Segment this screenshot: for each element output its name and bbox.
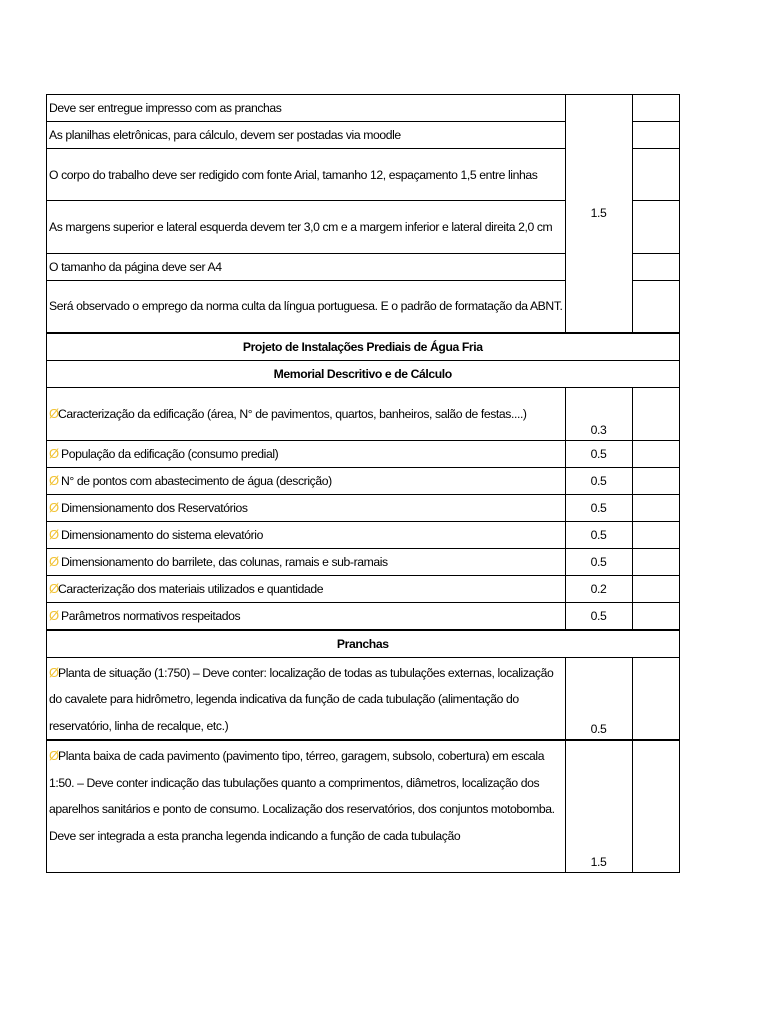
diameter-icon: Ø <box>49 607 59 623</box>
memorial-value-cell[interactable]: 0.5 <box>565 467 632 494</box>
section-header-pranchas: Pranchas <box>47 630 680 658</box>
pranchas-item-label: Planta de situação (1:750) – Deve conter: localização de todas as tubulações externas, localização do cavalete para hidrômetro, legenda indicativa da função de cada tubulação (alimentação do reservatório, linha de recalque, etc.) <box>49 665 554 733</box>
general-value-cell[interactable]: 1.5 <box>565 95 632 333</box>
grade-cell[interactable] <box>632 95 679 122</box>
memorial-value-cell[interactable]: 0.3 <box>565 387 632 440</box>
diameter-icon: Ø <box>49 405 59 421</box>
general-item-cell[interactable]: As planilhas eletrônicas, para cálculo, devem ser postadas via moodle <box>47 122 566 149</box>
table-row <box>47 360 680 387</box>
memorial-item-label: Caracterização da edificação (área, N° de pavimentos, quartos, banheiros, salão de festas....) <box>58 406 527 421</box>
pranchas-value-cell[interactable]: 1.5 <box>565 740 632 872</box>
memorial-item-label: Dimensionamento do sistema elevatório <box>58 527 263 542</box>
grade-cell[interactable] <box>632 575 679 602</box>
section-header-memorial: Memorial Descritivo e de Cálculo <box>47 360 680 387</box>
grade-cell[interactable] <box>632 387 679 440</box>
section-header-project: Projeto de Instalações Prediais de Água Fria <box>47 333 680 361</box>
general-item-cell[interactable]: Será observado o emprego da norma culta da língua portuguesa. E o padrão de formatação da ABNT. <box>47 281 566 333</box>
pranchas-item-cell[interactable] <box>47 740 566 872</box>
diameter-icon: Ø <box>49 580 59 596</box>
memorial-item-cell[interactable] <box>47 602 566 630</box>
pranchas-item-cell[interactable] <box>47 657 566 740</box>
table-row <box>47 494 680 521</box>
general-item-cell[interactable]: O tamanho da página deve ser A4 <box>47 254 566 281</box>
memorial-value-cell[interactable]: 0.5 <box>565 440 632 467</box>
table-row <box>47 575 680 602</box>
grade-cell[interactable] <box>632 657 679 740</box>
general-item-cell[interactable]: Deve ser entregue impresso com as pranchas <box>47 95 566 122</box>
table-row <box>47 333 680 361</box>
memorial-item-label: Caracterização dos materiais utilizados e quantidade <box>58 581 324 596</box>
grade-cell[interactable] <box>632 521 679 548</box>
diameter-icon: Ø <box>49 553 59 569</box>
grade-cell[interactable] <box>632 740 679 872</box>
grade-cell[interactable] <box>632 254 679 281</box>
pranchas-item-label: Planta baixa de cada pavimento (pavimento tipo, térreo, garagem, subsolo, cobertura) em escala 1:50. – Deve conter indicação das tubulações quanto a comprimentos, diâmetros, localização dos aparelhos sanitários e ponto de consumo. Localização dos reservatórios, dos conjuntos motobomba. Deve ser integrada a esta prancha legenda indicando a função de cada tubulação <box>49 749 555 843</box>
diameter-icon: Ø <box>49 748 59 763</box>
grade-cell[interactable] <box>632 149 679 201</box>
table-row <box>47 602 680 630</box>
memorial-value-cell[interactable]: 0.2 <box>565 575 632 602</box>
memorial-item-cell[interactable] <box>47 467 566 494</box>
memorial-value-cell[interactable]: 0.5 <box>565 521 632 548</box>
diameter-icon: Ø <box>49 664 59 680</box>
diameter-icon: Ø <box>49 526 59 542</box>
diameter-icon: Ø <box>49 445 59 461</box>
grade-cell[interactable] <box>632 281 679 333</box>
grade-cell[interactable] <box>632 122 679 149</box>
memorial-item-label: População da edificação (consumo predial) <box>58 446 279 461</box>
memorial-item-cell[interactable] <box>47 494 566 521</box>
general-item-cell[interactable]: As margens superior e lateral esquerda devem ter 3,0 cm e a margem inferior e lateral direita 2,0 cm <box>47 201 566 254</box>
memorial-item-cell[interactable] <box>47 548 566 575</box>
memorial-item-cell[interactable] <box>47 440 566 467</box>
memorial-item-label: Dimensionamento dos Reservatórios <box>58 500 248 515</box>
memorial-item-label: Parâmetros normativos respeitados <box>58 608 241 623</box>
table-row <box>47 521 680 548</box>
evaluation-table <box>46 94 680 873</box>
grade-cell[interactable] <box>632 494 679 521</box>
grade-cell[interactable] <box>632 467 679 494</box>
table-row <box>47 657 680 740</box>
general-item-cell[interactable]: O corpo do trabalho deve ser redigido com fonte Arial, tamanho 12, espaçamento 1,5 entre linhas <box>47 149 566 201</box>
table-row <box>47 740 680 872</box>
memorial-value-cell[interactable]: 0.5 <box>565 602 632 630</box>
table-row <box>47 630 680 658</box>
memorial-item-cell[interactable] <box>47 387 566 440</box>
diameter-icon: Ø <box>49 472 59 488</box>
diameter-icon: Ø <box>49 499 59 515</box>
table-row <box>47 95 680 122</box>
grade-cell[interactable] <box>632 201 679 254</box>
memorial-item-label: N° de pontos com abastecimento de água (descrição) <box>58 473 332 488</box>
table-row <box>47 467 680 494</box>
memorial-value-cell[interactable]: 0.5 <box>565 494 632 521</box>
grade-cell[interactable] <box>632 548 679 575</box>
memorial-item-cell[interactable] <box>47 521 566 548</box>
grade-cell[interactable] <box>632 602 679 630</box>
grade-cell[interactable] <box>632 440 679 467</box>
pranchas-value-cell[interactable]: 0.5 <box>565 657 632 740</box>
memorial-value-cell[interactable]: 0.5 <box>565 548 632 575</box>
table-row <box>47 440 680 467</box>
memorial-item-label: Dimensionamento do barrilete, das colunas, ramais e sub-ramais <box>58 554 388 569</box>
table-row <box>47 387 680 440</box>
table-row <box>47 548 680 575</box>
memorial-item-cell[interactable] <box>47 575 566 602</box>
